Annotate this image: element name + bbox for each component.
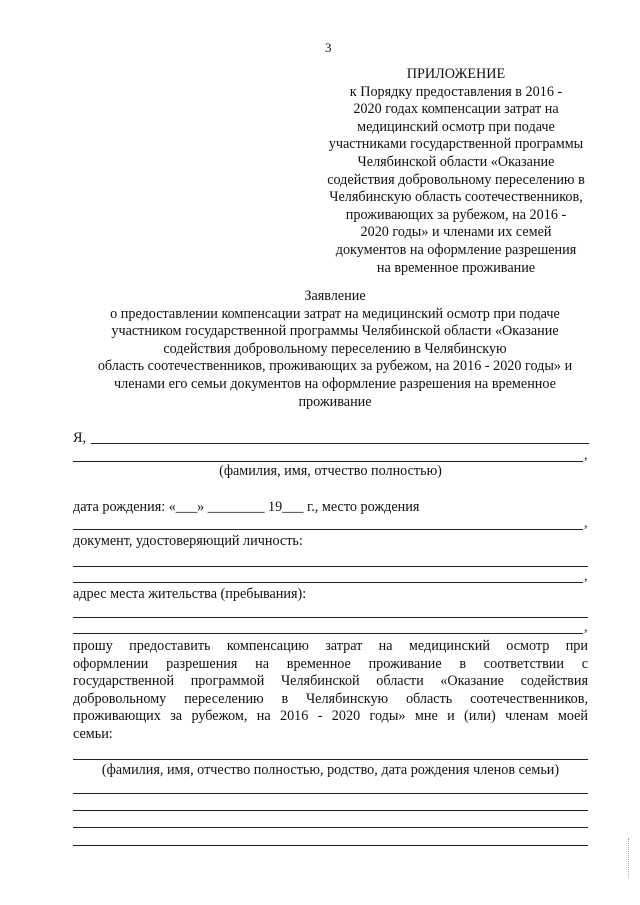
request-line: добровольному переселению в Челябинскую область соотечественников, [73, 690, 588, 707]
statement-line: участником государственной программы Челябинской области «Оказание [111, 323, 559, 340]
page-number: 3 [325, 40, 332, 55]
request-line: проживающих за рубежом, на 2016 - 2020 годы» мне и (или) членам моей [73, 708, 588, 724]
appendix-line: 2020 годы» и членами их семей [360, 224, 552, 241]
appendix-line: документов на оформление разрешения [335, 241, 577, 258]
appendix-line: проживающих за рубежом, на 2016 - [345, 206, 567, 223]
fio-caption: (фамилия, имя, отчество полностью) [219, 463, 442, 479]
appendix-block [300, 66, 612, 277]
request-line: семьи: [73, 725, 113, 742]
fio-field-line-1[interactable] [91, 443, 589, 444]
address-field-line-2[interactable] [73, 633, 583, 634]
statement-title: Заявление [304, 288, 366, 304]
family-field-line-5[interactable] [73, 845, 588, 846]
statement-line: область соотечественников, проживающих за рубежом, на 2016 - 2020 годы» и [97, 358, 573, 375]
identity-doc-field-line-2[interactable] [73, 582, 583, 583]
request-line: оформлении разрешения на временное проживание в соответствии с [73, 655, 588, 672]
identity-doc-field-line-1[interactable] [73, 566, 588, 567]
statement-block [40, 288, 630, 411]
request-paragraph [73, 638, 588, 743]
statement-line: о предоставлении компенсации затрат на медицинский осмотр при подаче [110, 305, 560, 322]
statement-line: членами его семьи документов на оформление разрешения на временное [114, 375, 556, 392]
statement-line: проживание [298, 393, 372, 410]
appendix-line: медицинский осмотр при подаче [357, 118, 555, 135]
family-field-line-2[interactable] [73, 793, 588, 794]
statement-line: содействия добровольному переселению в Челябинскую [163, 340, 507, 357]
scan-edge-mark [628, 838, 630, 878]
family-field-line-4[interactable] [73, 827, 588, 828]
request-line: прошу предоставить компенсацию затрат на медицинский осмотр при [73, 638, 588, 654]
appendix-line: содействия добровольному переселению в [327, 171, 585, 188]
birth-date-label: дата рождения: «___» ________ 19___ г., место рождения [73, 499, 420, 515]
address-label: адрес места жительства (пребывания): [73, 586, 307, 602]
appendix-line: на временное проживание [376, 259, 536, 276]
comma: , [584, 620, 588, 635]
comma: , [584, 569, 588, 584]
family-field-line-3[interactable] [73, 810, 588, 811]
birth-place-field-line[interactable] [73, 529, 583, 530]
appendix-line: участниками государственной программы [328, 136, 584, 153]
fio-field-line-2[interactable] [73, 461, 583, 462]
identity-doc-label: документ, удостоверяющий личность: [73, 533, 303, 549]
appendix-line: к Порядку предоставления в 2016 - [349, 83, 563, 100]
appendix-line: 2020 годах компенсации затрат на [353, 101, 559, 118]
comma: , [584, 516, 588, 531]
comma: , [584, 448, 588, 463]
i-label: Я, [73, 430, 87, 446]
appendix-title: ПРИЛОЖЕНИЕ [406, 66, 506, 82]
family-caption: (фамилия, имя, отчество полностью, родство, дата рождения членов семьи) [101, 762, 560, 778]
request-line: государственной программой Челябинской области «Оказание содействия [73, 673, 588, 689]
address-field-line-1[interactable] [73, 617, 588, 618]
appendix-line: Челябинскую область соотечественников, [329, 189, 583, 206]
family-field-line-1[interactable] [73, 759, 588, 760]
appendix-line: Челябинской области «Оказание [357, 153, 555, 170]
